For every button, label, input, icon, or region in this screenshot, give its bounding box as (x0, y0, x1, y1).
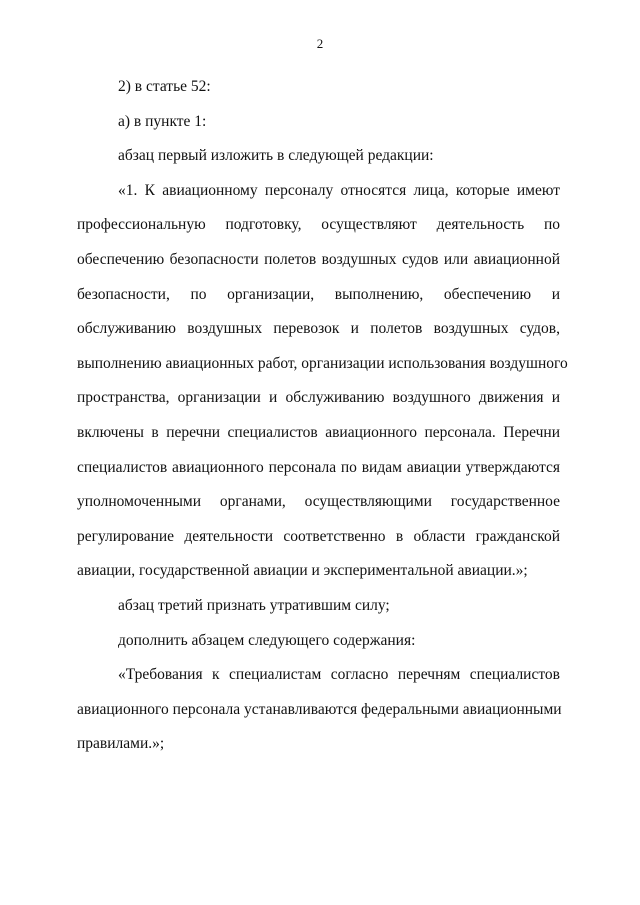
paragraph-new-wording (77, 174, 568, 589)
text-line: обслуживанию воздушных перевозок и полетов воздушных судов, (77, 320, 560, 338)
paragraph-first-abzac (77, 139, 560, 174)
text-line: включены в перечни специалистов авиационного персонала. Перечни (77, 423, 560, 441)
text-line: абзац третий признать утратившим силу; (118, 596, 390, 614)
text-line: «Требования к специалистам согласно перечням специалистов (118, 666, 560, 684)
text-line: пространства, организации и обслуживанию воздушного движения и (77, 389, 560, 407)
text-line: специалистов авиационного персонала по видам авиации утверждаются (77, 458, 560, 476)
paragraph-third-abzac (77, 589, 560, 624)
text-line: а) в пункте 1: (118, 112, 207, 130)
text-line: профессиональную подготовку, осуществляют деятельность по (77, 216, 560, 234)
document-body (77, 70, 568, 762)
paragraph-requirements (77, 658, 560, 762)
text-line: дополнить абзацем следующего содержания: (118, 631, 416, 649)
text-line: выполнению авиационных работ, организации использования воздушного (77, 354, 568, 372)
text-line: «1. К авиационному персоналу относятся лица, которые имеют (118, 181, 560, 199)
text-line: регулирование деятельности соответственно в области гражданской (77, 527, 560, 545)
text-line: 2) в статье 52: (118, 78, 211, 95)
text-line: уполномоченными органами, осуществляющими государственное (77, 493, 560, 511)
text-line: обеспечению безопасности полетов воздушных судов или авиационной (77, 250, 560, 268)
page-number: 2 (316, 36, 324, 51)
paragraph-article-52 (77, 70, 560, 105)
text-line: авиационного персонала устанавливаются федеральными авиационными (77, 700, 562, 718)
text-line: безопасности, по организации, выполнению, обеспечению и (77, 285, 560, 303)
text-line: правилами.»; (77, 735, 165, 753)
paragraph-add-abzac (77, 624, 560, 659)
text-line: абзац первый изложить в следующей редакции: (118, 147, 434, 165)
text-line: авиации, государственной авиации и экспериментальной авиации.»; (77, 562, 528, 580)
paragraph-point-1 (77, 105, 560, 140)
